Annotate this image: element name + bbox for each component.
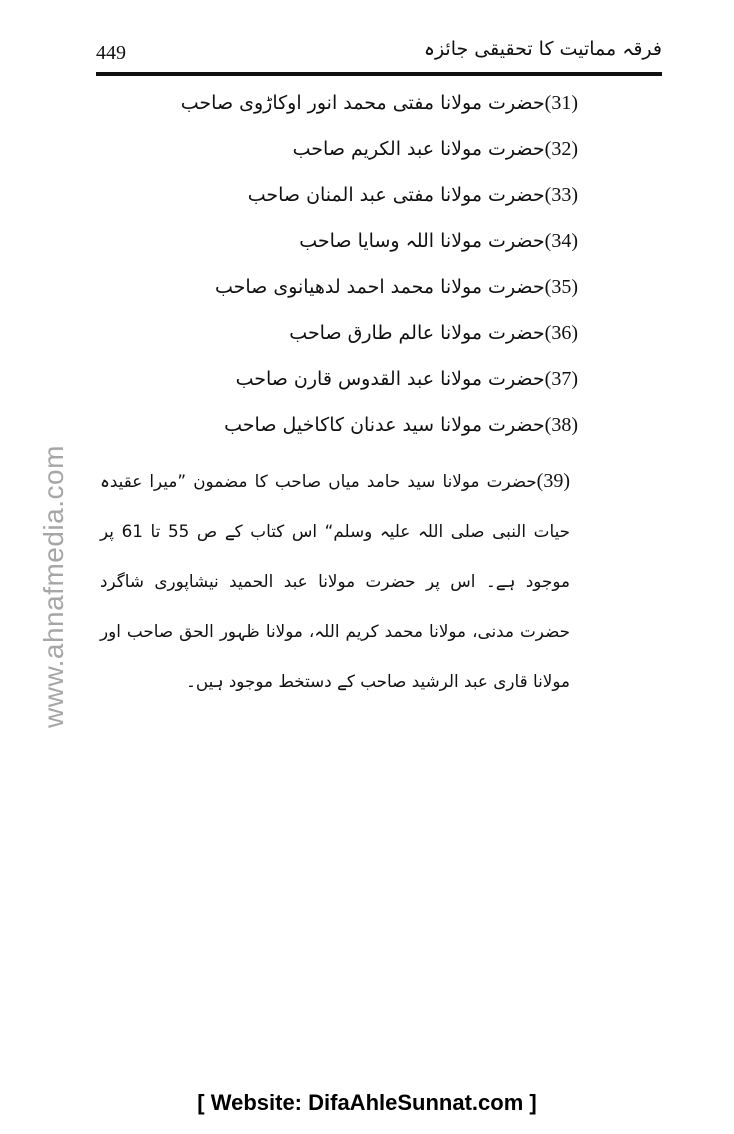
item-text: حضرت مولانا محمد احمد لدھیانوی صاحب <box>214 276 545 298</box>
list-item <box>118 132 578 178</box>
list-item <box>118 362 578 408</box>
item-number: (35) <box>544 276 578 298</box>
item-number: (38) <box>544 414 578 436</box>
paragraph-39 <box>100 456 570 706</box>
item-text: حضرت مولانا عالم طارق صاحب <box>289 322 545 344</box>
paragraph-number: (39) <box>536 470 570 492</box>
list-item <box>118 224 578 270</box>
item-text: حضرت مولانا سید عدنان کاکاخیل صاحب <box>224 414 545 436</box>
item-text: حضرت مولانا مفتی عبد المنان صاحب <box>247 184 545 206</box>
item-number: (36) <box>544 322 578 344</box>
list-item <box>118 178 578 224</box>
names-list <box>118 86 578 454</box>
item-number: (37) <box>544 368 578 390</box>
footer-website: [ Website: DifaAhleSunnat.com ] <box>197 1090 537 1115</box>
item-number: (31) <box>544 92 578 114</box>
item-text: حضرت مولانا عبد الکریم صاحب <box>292 138 545 160</box>
watermark: www.ahnafmedia.com <box>38 445 69 728</box>
list-item <box>118 86 578 132</box>
list-item <box>118 316 578 362</box>
item-number: (32) <box>544 138 578 160</box>
page-number: 449 <box>96 42 126 64</box>
paragraph-text: حضرت مولانا سید حامد میاں صاحب کا مضمون ”میرا عقیدہ حیات النبی صلی اللہ علیہ وسلم“ اس کتاب کے ص 55 تا 61 پر موجود ہے۔ اس پر حضرت مولانا عبد الحمید نیشاپوری شاگرد حضرت مدنی، مولانا محمد کریم اللہ، مولانا ظہور الحق صاحب اور مولانا قاری عبد الرشید صاحب کے دستخط موجود ہیں۔ <box>100 471 571 691</box>
item-text: حضرت مولانا عبد القدوس قارن صاحب <box>235 368 545 390</box>
list-item <box>118 270 578 316</box>
item-number: (34) <box>544 230 578 252</box>
page-header <box>96 38 662 74</box>
item-number: (33) <box>544 184 578 206</box>
item-text: حضرت مولانا اللہ وسایا صاحب <box>299 230 545 252</box>
header-rule <box>96 72 662 76</box>
running-title: فرقہ مماتیت کا تحقیقی جائزہ <box>423 38 662 60</box>
list-item <box>118 408 578 454</box>
item-text: حضرت مولانا مفتی محمد انور اوکاڑوی صاحب <box>180 92 545 114</box>
